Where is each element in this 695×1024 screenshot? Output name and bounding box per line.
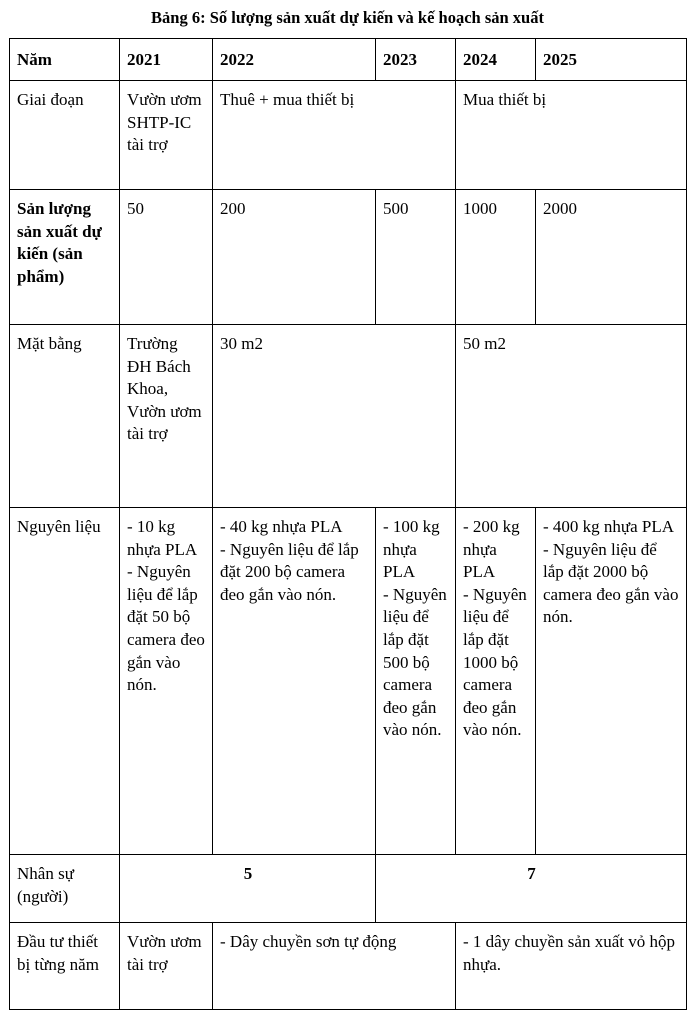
production-plan-table bbox=[9, 38, 687, 1010]
materials-2021-plastic: - 10 kg nhựa PLA bbox=[127, 517, 198, 559]
cell-output-2025: 2000 bbox=[536, 190, 687, 325]
cell-output-2023: 500 bbox=[376, 190, 456, 325]
header-year-label: Năm bbox=[10, 39, 120, 81]
header-year-2023: 2023 bbox=[376, 39, 456, 81]
header-year-2022: 2022 bbox=[213, 39, 376, 81]
materials-2023-plastic: - 100 kg nhựa PLA bbox=[383, 517, 440, 582]
materials-2024-plastic: - 200 kg nhựa PLA bbox=[463, 517, 520, 582]
header-row bbox=[10, 39, 687, 81]
cell-output-2022: 200 bbox=[213, 190, 376, 325]
cell-output-2024: 1000 bbox=[456, 190, 536, 325]
header-year-2025: 2025 bbox=[536, 39, 687, 81]
cell-materials-2023 bbox=[376, 508, 456, 855]
cell-phase-2021: Vườn ươm SHTP-IC tài trợ bbox=[120, 81, 213, 190]
cell-phase-2024-2025: Mua thiết bị bbox=[456, 81, 687, 190]
row-label-investment: Đầu tư thiết bị từng năm bbox=[10, 923, 120, 1010]
row-label-output: Sản lượng sản xuất dự kiến (sản phẩm) bbox=[10, 190, 120, 325]
cell-materials-2021 bbox=[120, 508, 213, 855]
cell-space-2021: Trường ĐH Bách Khoa, Vườn ươm tài trợ bbox=[120, 325, 213, 508]
materials-2022-plastic: - 40 kg nhựa PLA bbox=[220, 517, 343, 536]
cell-investment-2024-2025: - 1 dây chuyền sản xuất vỏ hộp nhựa. bbox=[456, 923, 687, 1010]
table-row-staff bbox=[10, 855, 687, 923]
table-title: Bảng 6: Số lượng sản xuất dự kiến và kế hoạch sản xuất bbox=[151, 8, 544, 27]
header-year-2021: 2021 bbox=[120, 39, 213, 81]
table-row-phase bbox=[10, 81, 687, 190]
cell-materials-2024 bbox=[456, 508, 536, 855]
table-row-output bbox=[10, 190, 687, 325]
cell-materials-2022 bbox=[213, 508, 376, 855]
materials-2024-parts: - Nguyên liệu để lắp đặt 1000 bộ camera đeo gắn vào nón. bbox=[463, 584, 527, 740]
cell-investment-2022-2023: - Dây chuyền sơn tự động bbox=[213, 923, 456, 1010]
cell-investment-2021: Vườn ươm tài trợ bbox=[120, 923, 213, 1010]
materials-2025-plastic: - 400 kg nhựa PLA bbox=[543, 517, 675, 536]
materials-2023-parts: - Nguyên liệu để lắp đặt 500 bộ camera đeo gắn vào nón. bbox=[383, 584, 447, 740]
row-label-materials: Nguyên liệu bbox=[10, 508, 120, 855]
cell-materials-2025 bbox=[536, 508, 687, 855]
table-row-materials bbox=[10, 508, 687, 855]
cell-space-2024-2025: 50 m2 bbox=[456, 325, 687, 508]
table-row-investment bbox=[10, 923, 687, 1010]
cell-space-2022-2023: 30 m2 bbox=[213, 325, 456, 508]
cell-phase-2022-2023: Thuê + mua thiết bị bbox=[213, 81, 456, 190]
cell-staff-2021-2022: 5 bbox=[120, 855, 376, 923]
header-year-2024: 2024 bbox=[456, 39, 536, 81]
row-label-phase: Giai đoạn bbox=[10, 81, 120, 190]
table-row-space bbox=[10, 325, 687, 508]
row-label-staff: Nhân sự (người) bbox=[10, 855, 120, 923]
materials-2022-parts: - Nguyên liệu để lắp đặt 200 bộ camera đeo gắn vào nón. bbox=[220, 539, 359, 604]
cell-output-2021: 50 bbox=[120, 190, 213, 325]
cell-staff-2023-2025: 7 bbox=[376, 855, 687, 923]
materials-2025-parts: - Nguyên liệu để lắp đặt 2000 bộ camera đeo gắn vào nón. bbox=[543, 539, 679, 627]
row-label-space: Mặt bằng bbox=[10, 325, 120, 508]
materials-2021-parts: - Nguyên liệu để lắp đặt 50 bộ camera đeo gắn vào nón. bbox=[127, 562, 205, 695]
